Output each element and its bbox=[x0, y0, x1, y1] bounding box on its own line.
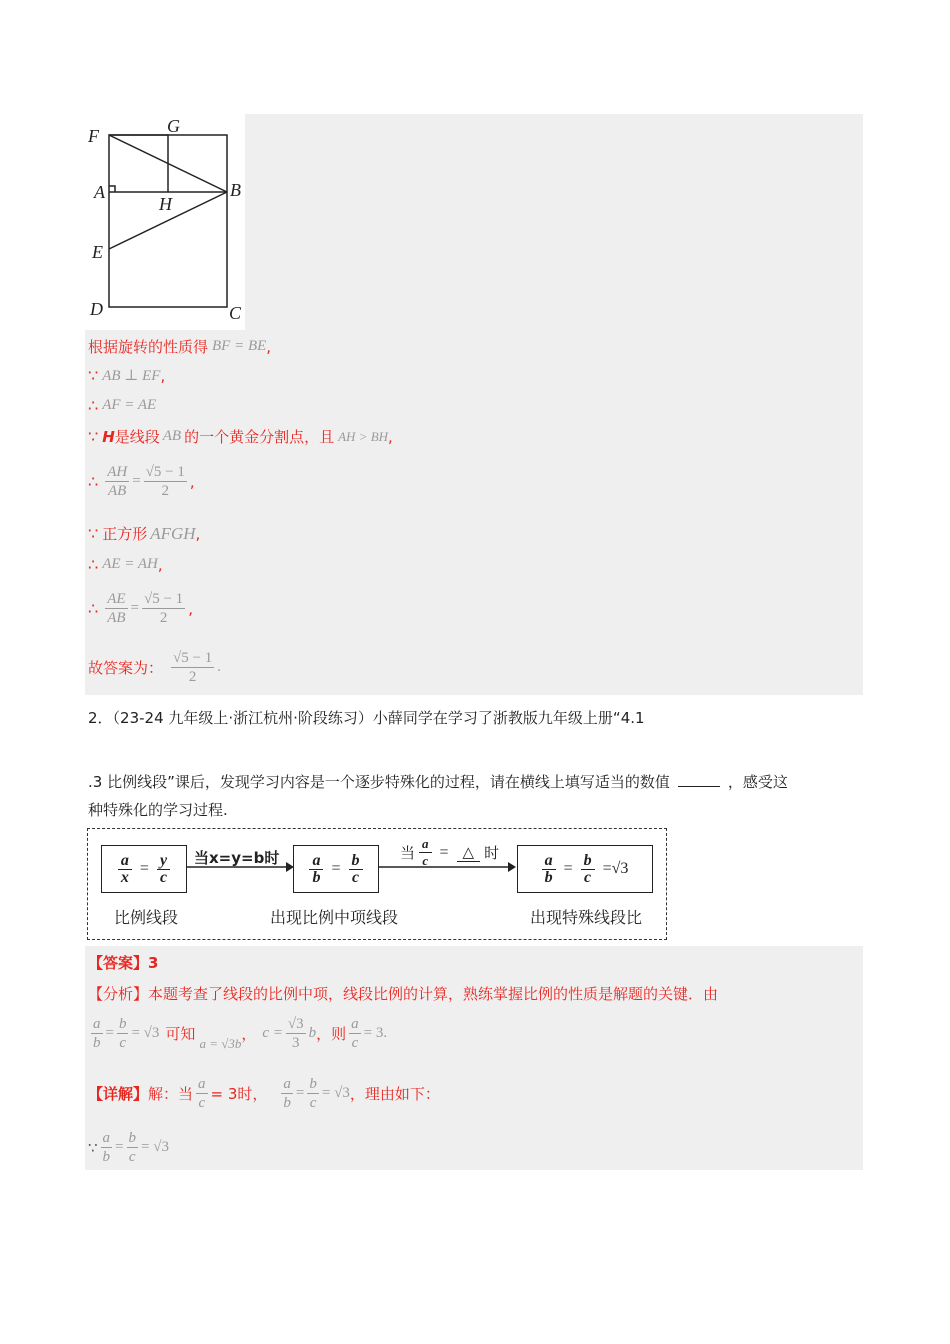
sol-line-5: ∴ $\frac{AH}{AB}$ = $\frac{√5 - 1}{2}$ , bbox=[88, 464, 195, 499]
sol-line-7: ∴ AE = AH , bbox=[88, 555, 163, 574]
q2-line-3: 种特殊化的学习过程. bbox=[88, 801, 228, 819]
label-D: D bbox=[90, 299, 103, 319]
solution-panel-lower bbox=[85, 330, 863, 695]
label-F: F bbox=[88, 126, 99, 146]
label-H: H bbox=[159, 194, 172, 214]
answer-panel bbox=[85, 946, 863, 1170]
process-diagram bbox=[87, 828, 667, 940]
sol-line-8: ∴ $\frac{AE}{AB}$ = $\frac{√5 - 1}{2}$ , bbox=[88, 591, 193, 626]
analysis-formula-line: $\frac{a}{b}$ = $\frac{b}{c}$ = √3 可知 a = √3b ， c = $\frac{√3}{3}$ b ，则 $\frac{a}{c}$ = 3. bbox=[93, 1015, 388, 1051]
label-B: B bbox=[230, 180, 241, 200]
answer-blank[interactable] bbox=[678, 772, 720, 787]
sol-line-4: ∵ H 是线段 AB 的一个黄金分割点，且 AH > BH , bbox=[88, 427, 393, 446]
caption-special-ratio: 出现特殊线段比 bbox=[530, 908, 643, 927]
sol-line-1: 根据旋转的性质得 BF = BE , bbox=[88, 337, 272, 356]
label-E: E bbox=[92, 242, 103, 262]
arrow-2-label: 当 $\frac{a}{c}$ = △ 时 bbox=[400, 836, 500, 868]
box-proportion: $\frac{a}{x}$ = $\frac{y}{c}$ bbox=[101, 845, 187, 893]
caption-mean-proportional: 出现比例中项线段 bbox=[270, 908, 399, 927]
label-A: A bbox=[94, 182, 105, 202]
box-special-ratio: $\frac{a}{b}$ = $\frac{b}{c}$ =√3 bbox=[517, 845, 653, 893]
detail-since-line: ∵ $\frac{a}{b}$ = $\frac{b}{c}$ = √3 bbox=[88, 1130, 169, 1165]
detail-line: 【详解】 解：当 $\frac{a}{c}$ = 3时， $\frac{a}{b}$ = $\frac{b}{c}$ = √3 ，理由如下： bbox=[88, 1076, 440, 1111]
label-C: C bbox=[229, 303, 242, 323]
sol-line-2: ∵ AB ⊥ EF , bbox=[88, 366, 166, 385]
q2-line-1: 2．（23-24 九年级上·浙江杭州·阶段练习）小薛同学在学习了浙教版九年级上册“4.1 bbox=[88, 709, 645, 727]
geometry-figure bbox=[80, 112, 250, 327]
box-mean-proportional: $\frac{a}{b}$ = $\frac{b}{c}$ bbox=[293, 845, 379, 893]
sol-line-3: ∴ AF = AE bbox=[88, 396, 157, 415]
analysis-text: 【分析】本题考查了线段的比例中项，线段比例的计算，熟练掌握比例的性质是解题的关键．由 bbox=[88, 985, 719, 1003]
answer-label: 【答案】3 bbox=[88, 954, 159, 972]
arrow-1 bbox=[186, 859, 296, 875]
sol-final-answer: 故答案为： $\frac{√5 - 1}{2}$ . bbox=[88, 650, 221, 685]
label-G: G bbox=[167, 116, 180, 136]
caption-proportion: 比例线段 bbox=[114, 908, 179, 927]
arrow-1-label: 当x=y=b时 bbox=[194, 849, 280, 867]
q2-line-2: .3 比例线段”课后，发现学习内容是一个逐步特殊化的过程，请在横线上填写适当的数值 ，感受这 bbox=[88, 773, 788, 791]
arrow-2 bbox=[378, 859, 518, 875]
solution-panel bbox=[245, 114, 863, 330]
sol-line-6: ∵ 正方形 AFGH , bbox=[88, 523, 201, 543]
